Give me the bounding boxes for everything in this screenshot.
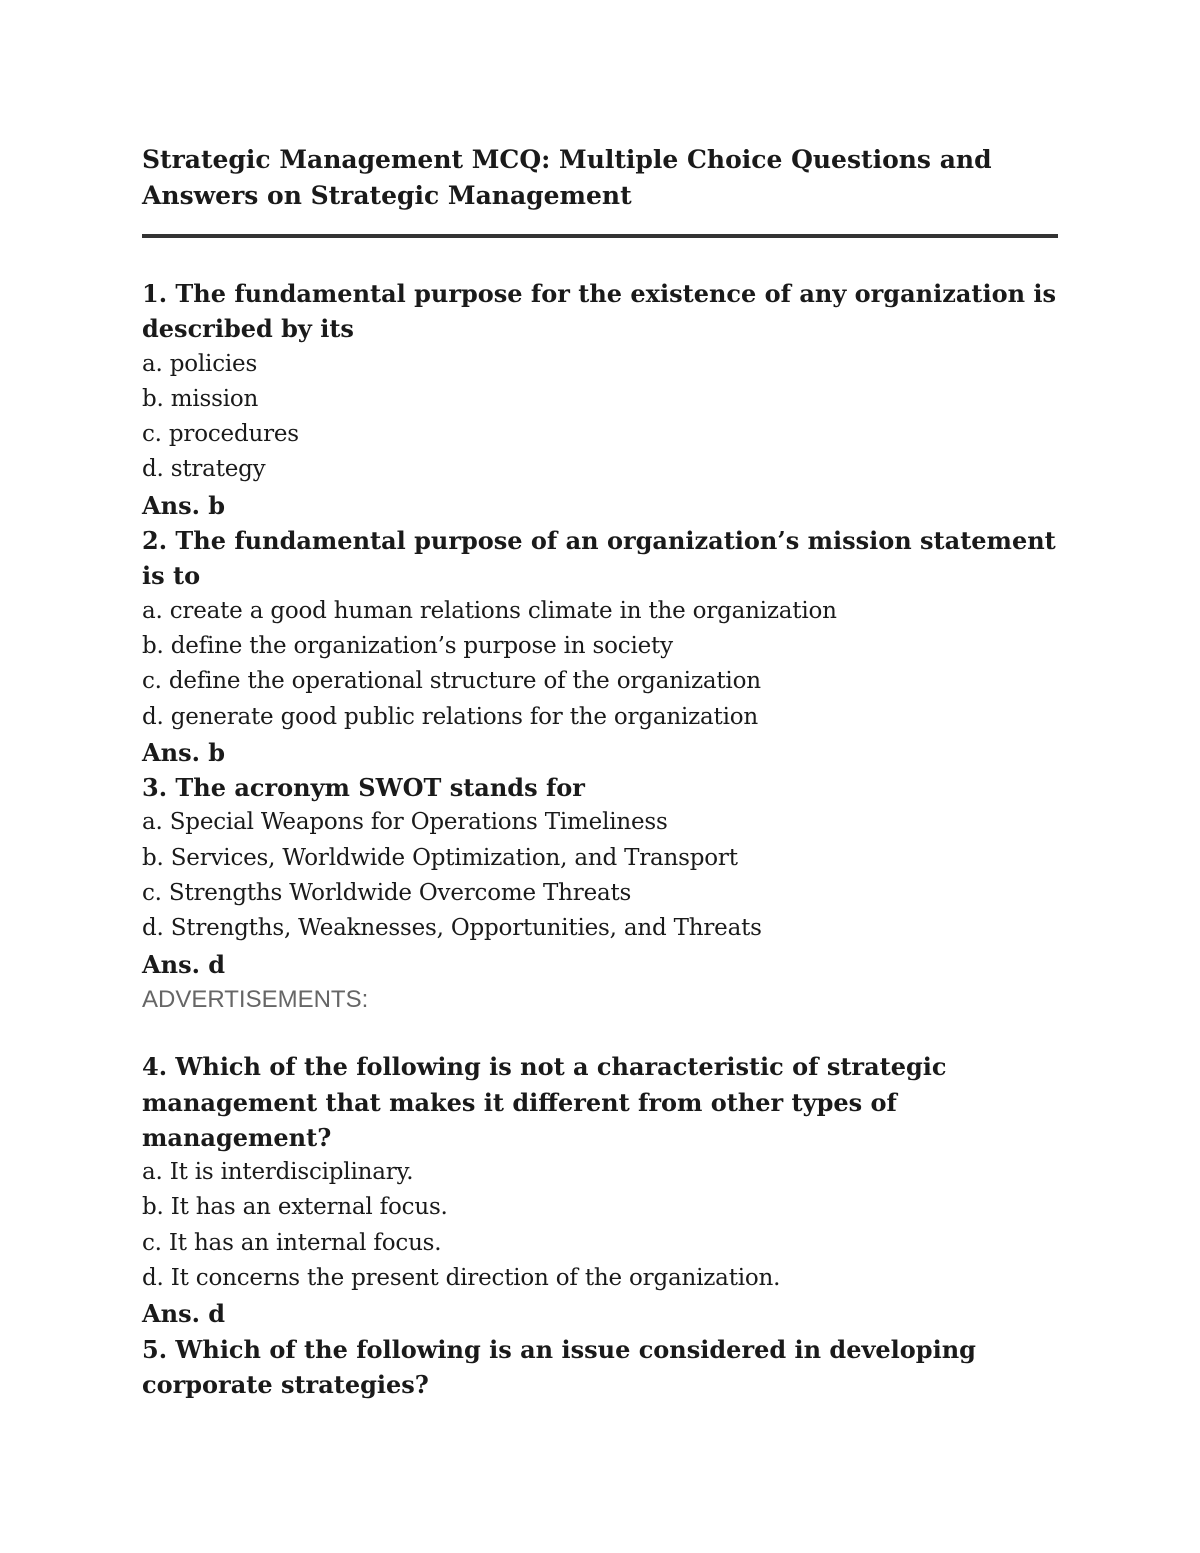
answer-key: Ans. b — [142, 737, 226, 767]
advertisement-label: ADVERTISEMENTS: — [142, 985, 369, 1013]
question-block — [142, 276, 1062, 523]
question-text: 1. The fundamental purpose for the existence of any organization is described by its — [142, 279, 1057, 344]
answer-option: c. Strengths Worldwide Overcome Threats — [142, 880, 632, 907]
question-block — [142, 770, 1062, 982]
question-block — [142, 1332, 1062, 1403]
answer-option: c. It has an internal focus. — [142, 1229, 442, 1256]
question-text: 5. Which of the following is an issue considered in developing corporate strategies? — [142, 1334, 976, 1399]
question-text: 4. Which of the following is not a characteristic of strategic management that makes it different from other types of management? — [142, 1052, 947, 1152]
answer-option: d. generate good public relations for the organization — [142, 703, 759, 730]
answer-key: Ans. d — [142, 949, 226, 979]
answer-option: d. strategy — [142, 456, 266, 483]
answer-option: b. mission — [142, 385, 259, 412]
question-text: 3. The acronym SWOT stands for — [142, 773, 585, 803]
document-page — [142, 142, 1062, 1402]
answer-option: b. define the organization’s purpose in society — [142, 632, 673, 659]
answer-option: d. Strengths, Weaknesses, Opportunities, and Threats — [142, 915, 762, 942]
answer-option: c. define the operational structure of the organization — [142, 668, 761, 695]
answer-option: a. Special Weapons for Operations Timeliness — [142, 809, 668, 836]
answer-option: a. It is interdisciplinary. — [142, 1159, 414, 1186]
question-text: 2. The fundamental purpose of an organization’s mission statement is to — [142, 526, 1056, 591]
answer-option: c. procedures — [142, 421, 299, 448]
answer-option: a. create a good human relations climate in the organization — [142, 597, 837, 624]
answer-option: a. policies — [142, 350, 258, 377]
answer-key: Ans. d — [142, 1299, 226, 1329]
horizontal-divider — [142, 234, 1058, 238]
answer-option: d. It concerns the present direction of the organization. — [142, 1265, 781, 1292]
question-block — [142, 1049, 1062, 1331]
question-block — [142, 523, 1062, 770]
answer-option: b. Services, Worldwide Optimization, and Transport — [142, 844, 738, 871]
answer-option: b. It has an external focus. — [142, 1194, 448, 1221]
spacer — [142, 1017, 1062, 1049]
answer-key: Ans. b — [142, 490, 226, 520]
document-title: Strategic Management MCQ: Multiple Choice Questions and Answers on Strategic Management — [142, 145, 992, 210]
